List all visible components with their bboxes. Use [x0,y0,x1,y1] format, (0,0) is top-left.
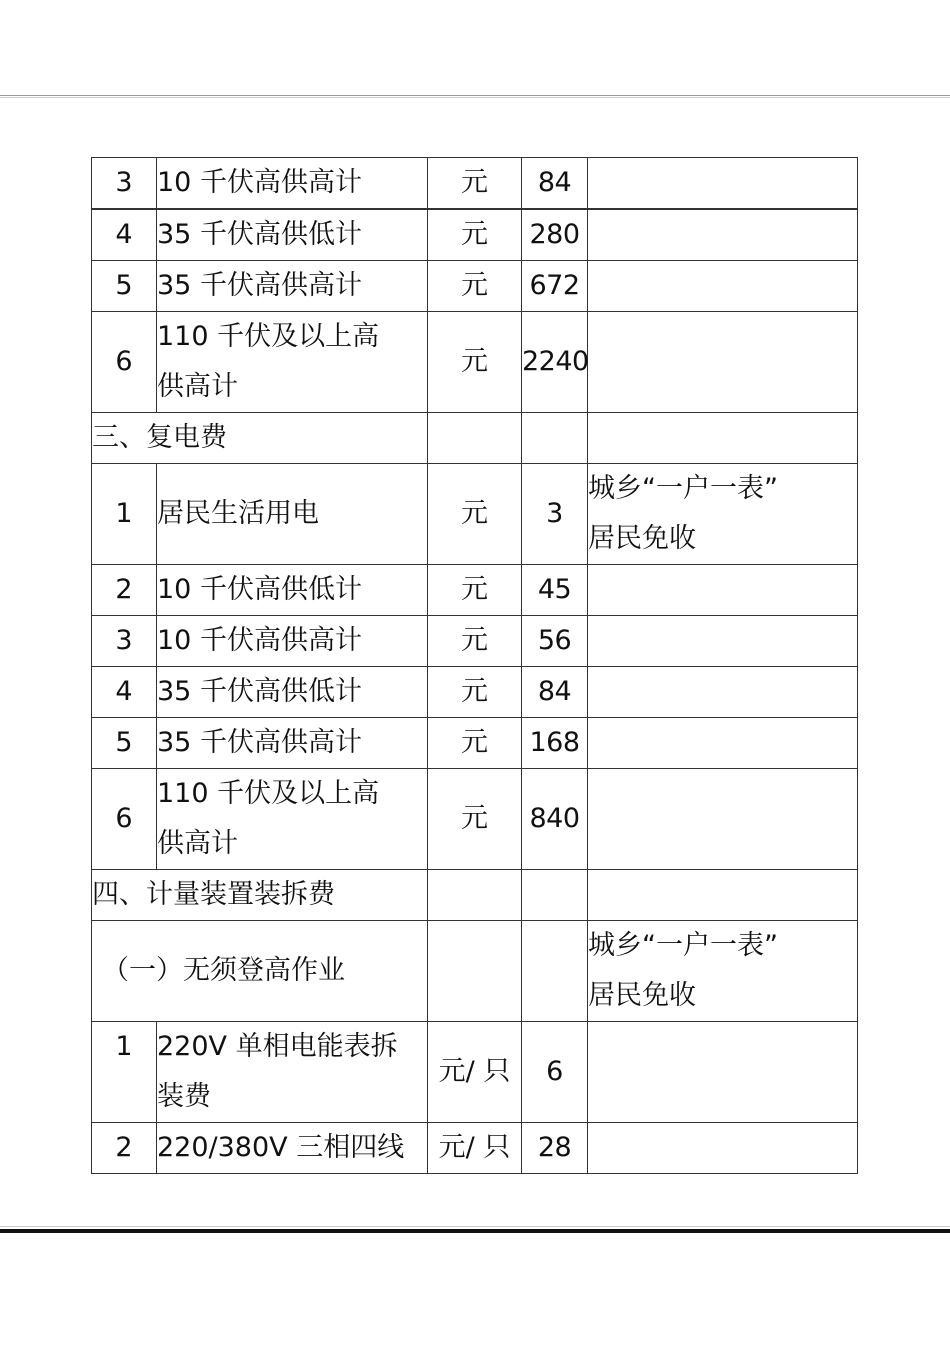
fee-table [91,157,858,1174]
note [588,565,858,616]
cell-line: 10 千伏高供高计 [157,167,362,198]
table-row [92,870,858,921]
unit: 元 [428,718,522,769]
footer-rule-light [0,1226,950,1227]
table-row [92,616,858,667]
note [588,158,858,210]
table-row [92,565,858,616]
unit [428,921,522,1022]
table-row [92,718,858,769]
table-row [92,667,858,718]
fee-value: 280 [522,209,588,261]
fee-value: 3 [522,464,588,565]
cell-line: 220/380V 三相四线 [157,1132,405,1163]
row-number: 4 [92,209,157,261]
row-number: 6 [92,769,157,870]
table-row [92,1123,858,1174]
unit: 元/ 只 [428,1123,522,1174]
item-name [157,565,428,616]
footer-rule [0,1229,950,1233]
note [588,616,858,667]
unit: 元 [428,158,522,210]
item-name [157,209,428,261]
cell-line: 35 千伏高供高计 [157,270,362,301]
header-rule-light [0,97,950,98]
cell-line: 居民免收 [588,980,696,1011]
cell-line: 35 千伏高供低计 [157,676,362,707]
note [588,312,858,413]
item-name [157,616,428,667]
note [588,870,858,921]
row-number: 2 [92,1123,157,1174]
row-number: 3 [92,158,157,210]
cell-line: 居民生活用电 [157,498,319,529]
row-number: 6 [92,312,157,413]
unit: 元 [428,261,522,312]
fee-value [522,413,588,464]
table-row [92,312,858,413]
note [588,667,858,718]
note [588,209,858,261]
row-number: 2 [92,565,157,616]
unit: 元/ 只 [428,1022,522,1123]
note [588,464,858,565]
item-name [157,1123,428,1174]
fee-value: 672 [522,261,588,312]
note [588,921,858,1022]
fee-value: 840 [522,769,588,870]
cell-line: 35 千伏高供高计 [157,727,362,758]
cell-line: 10 千伏高供高计 [157,625,362,656]
item-name [157,667,428,718]
table-row [92,921,858,1022]
row-number: 3 [92,616,157,667]
fee-value [522,921,588,1022]
row-number: 4 [92,667,157,718]
fee-value: 84 [522,158,588,210]
cell-line: 城乡“一户一表” [588,930,778,961]
cell-line: 装费 [157,1081,211,1112]
row-number: 1 [92,1022,157,1123]
cell-line: 220V 单相电能表拆 [157,1031,398,1062]
unit: 元 [428,565,522,616]
unit: 元 [428,209,522,261]
note [588,769,858,870]
row-number: 5 [92,718,157,769]
section-title: 四、计量装置装拆费 [92,870,428,921]
cell-line: 110 千伏及以上高 [157,778,380,809]
unit: 元 [428,312,522,413]
fee-value: 28 [522,1123,588,1174]
table-row [92,464,858,565]
note [588,1022,858,1123]
note [588,718,858,769]
table-row [92,413,858,464]
item-name [157,261,428,312]
header-rule [0,95,950,96]
item-name [157,464,428,565]
cell-line: 供高计 [157,371,238,402]
unit: 元 [428,769,522,870]
cell-line: 城乡“一户一表” [588,473,778,504]
fee-value: 6 [522,1022,588,1123]
table-row [92,261,858,312]
table-row [92,769,858,870]
note [588,1123,858,1174]
fee-value: 168 [522,718,588,769]
item-name [157,769,428,870]
cell-line: 35 千伏高供低计 [157,219,362,250]
fee-value: 84 [522,667,588,718]
fee-value: 45 [522,565,588,616]
unit [428,413,522,464]
item-name [157,158,428,210]
fee-value: 56 [522,616,588,667]
table-row [92,209,858,261]
cell-line: 110 千伏及以上高 [157,321,380,352]
fee-value: 2240 [522,312,588,413]
row-number: 5 [92,261,157,312]
item-name [157,312,428,413]
unit: 元 [428,667,522,718]
unit: 元 [428,464,522,565]
item-name [157,1022,428,1123]
section-title: 三、复电费 [92,413,428,464]
table-row [92,1022,858,1123]
unit [428,870,522,921]
row-number: 1 [92,464,157,565]
unit: 元 [428,616,522,667]
cell-line: 10 千伏高供低计 [157,574,362,605]
fee-value [522,870,588,921]
note [588,261,858,312]
cell-line: 居民免收 [588,523,696,554]
subsection-title: （一）无须登高作业 [92,921,428,1022]
note [588,413,858,464]
item-name [157,718,428,769]
table-row [92,158,858,210]
cell-line: 供高计 [157,828,238,859]
